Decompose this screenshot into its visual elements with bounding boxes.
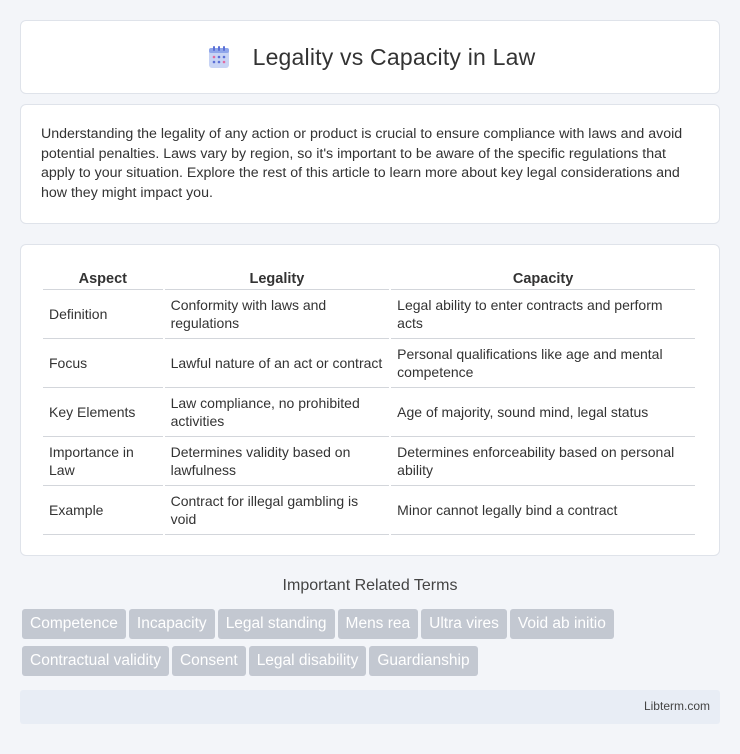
tag-legal-disability[interactable]: Legal disability (249, 646, 367, 676)
cell-legality: Lawful nature of an act or contract (165, 339, 390, 388)
table-row (43, 290, 695, 339)
tag-ultra-vires[interactable]: Ultra vires (421, 609, 507, 639)
notepad-icon (205, 43, 233, 71)
cell-aspect: Example (43, 486, 163, 535)
related-terms-list (22, 609, 722, 683)
header-capacity: Capacity (391, 265, 695, 290)
tag-guardianship[interactable]: Guardianship (369, 646, 477, 676)
cell-aspect: Key Elements (43, 388, 163, 437)
cell-capacity: Age of majority, sound mind, legal status (391, 388, 695, 437)
cell-capacity: Minor cannot legally bind a contract (391, 486, 695, 535)
header-aspect: Aspect (43, 265, 163, 290)
cell-aspect: Definition (43, 290, 163, 339)
related-terms-title: Important Related Terms (282, 577, 458, 594)
tag-consent[interactable]: Consent (172, 646, 246, 676)
comparison-table (41, 265, 697, 535)
tag-mens-rea[interactable]: Mens rea (338, 609, 419, 639)
tag-contractual-validity[interactable]: Contractual validity (22, 646, 169, 676)
cell-legality: Contract for illegal gambling is void (165, 486, 390, 535)
tag-void-ab-initio[interactable]: Void ab initio (510, 609, 614, 639)
cell-capacity: Legal ability to enter contracts and perform acts (391, 290, 695, 339)
table-header-row (43, 265, 695, 290)
tag-competence[interactable]: Competence (22, 609, 126, 639)
cell-legality: Conformity with laws and regulations (165, 290, 390, 339)
tag-incapacity[interactable]: Incapacity (129, 609, 215, 639)
comparison-table-card (20, 244, 720, 556)
table-row (43, 339, 695, 388)
table-row (43, 437, 695, 486)
cell-legality: Law compliance, no prohibited activities (165, 388, 390, 437)
intro-card (20, 104, 720, 224)
cell-aspect: Importance in Law (43, 437, 163, 486)
header-legality: Legality (165, 265, 390, 290)
cell-capacity: Personal qualifications like age and mental competence (391, 339, 695, 388)
cell-legality: Determines validity based on lawfulness (165, 437, 390, 486)
footer-site-link[interactable]: Libterm.com (643, 699, 710, 713)
page-title: Legality vs Capacity in Law (252, 43, 536, 70)
table-row (43, 486, 695, 535)
tag-legal-standing[interactable]: Legal standing (218, 609, 335, 639)
intro-text: Understanding the legality of any action or product is crucial to ensure compliance with laws and avoid potential penalties. Laws vary by region, so it's important to be aware of the specific regulations that apply to your situation. Explore the rest of this article to learn more about key legal considerations and how they might impact you. (41, 126, 683, 201)
title-card (20, 20, 720, 94)
table-row (43, 388, 695, 437)
cell-capacity: Determines enforceability based on personal ability (391, 437, 695, 486)
cell-aspect: Focus (43, 339, 163, 388)
footer (20, 690, 720, 724)
